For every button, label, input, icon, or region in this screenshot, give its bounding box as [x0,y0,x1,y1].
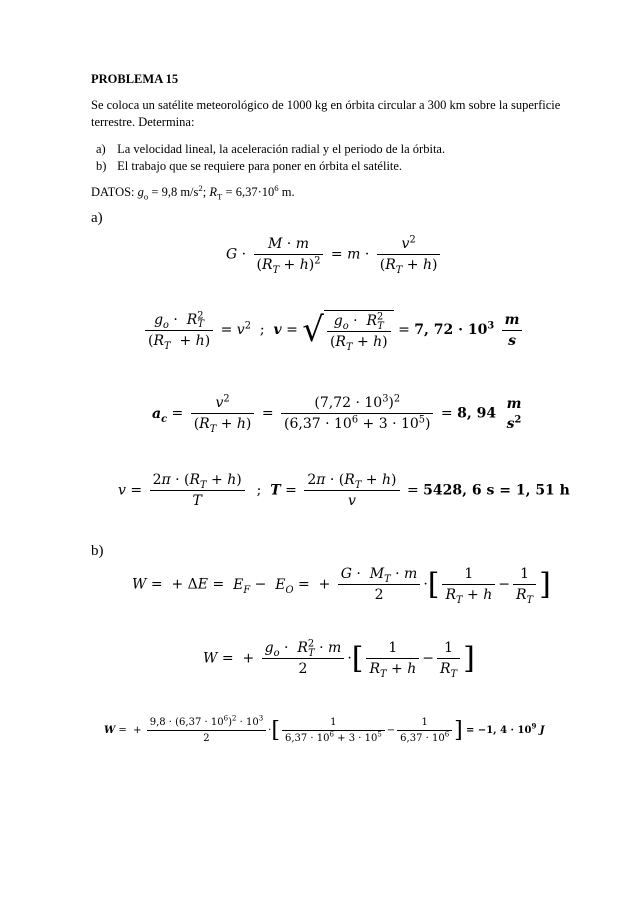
question-text: La velocidad lineal, la aceleración radial y el periodo de la órbita. [117,142,446,156]
problem-statement: Se coloca un satélite meteorológico de 1000 kg en órbita circular a 300 km sobre la superficie terrestre. Determina: [91,98,561,129]
work-result: = −1, 4 · 10 [465,725,532,736]
problem-title: PROBLEMA 15 [91,72,179,86]
question-label: a) [96,142,106,156]
question-text: El trabajo que se requiere para poner en órbita el satélite. [117,159,403,173]
question-label: b) [96,159,107,173]
question-item-b [96,158,445,175]
equation-velocity: $\frac{g_o \cdot R^2_T}{(R_T + h)}$ = $v^2$ ; v = √ $\frac{g_o \cdot R^2_T}{(R_T + h)}$ = 7, $72 \cdot 10^3$ $\frac{m}{s}$ [142,310,525,350]
section-a-label: a) [91,210,103,226]
acceleration-result: 8, 94 [457,405,497,422]
section-b-label: b) [91,543,104,559]
equation-acceleration: $a_c$ = $\frac{v^2}{(R_T + h)}$ = $\frac{(7,72 \cdot 10^3)^2}{(6,37 \cdot 10^6 + 3 \cdot 10^5)}$ = 8, 94 m $s^2$ [152,393,522,435]
given-data: DATOS: $g_o = 9,8$ $m/s^2$; $R_T = 6,37\cdot 10^6$ m. [91,182,295,202]
equation-work-numeric: W = + $\frac{9,8 \cdot (6,37 \cdot 10^6)^2 \cdot 10^3}{2}$ ·[ $\frac{1}{6,37 \cdot 10^6 + 3 \cdot 10^5}$ − $\frac{1}{6,37 \cdot 10^6}$ ] = −1, $4 \cdot 10^9$ J [104,714,545,744]
velocity-result: 7, 72 · 10 [414,322,488,338]
equation-work-energy: W = + $\Delta E = E_F - E_O$ = + $\frac{G \cdot M_T \cdot m}{2}$ ·[ $\frac{1}{R_T + h}$ − $\frac{1}{R_T}$ ] [132,566,551,606]
equation-period: v = $\frac{2\pi \cdot (R_T + h)}{T}$ ; T = $\frac{2\pi \cdot (R_T + h)}{v}$ = 5428, 6 s = 1, 51 h [118,472,570,509]
equation-gravity-centripetal: G · $\frac{M \cdot m}{(R_T + h)^2}$ = m · $\frac{v^2}{(R_T + h)}$ [226,236,443,273]
question-list [96,141,445,175]
question-item-a [96,141,445,158]
equation-work-substituted: W = + $\frac{g_o \cdot R^2_T \cdot m}{2}$ ·[ $\frac{1}{R_T + h}$ − $\frac{1}{R_T}$ ] [203,638,475,680]
period-result: 5428, 6 s = 1, 51 h [423,482,570,499]
